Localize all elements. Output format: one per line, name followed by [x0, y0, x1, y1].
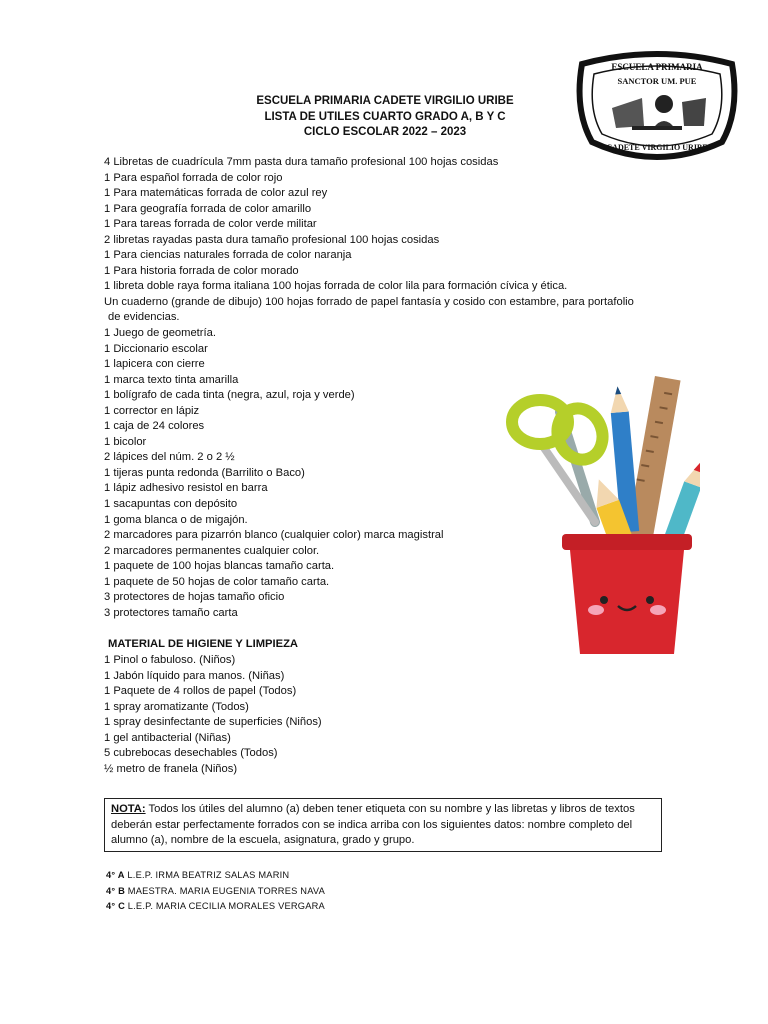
list-item: 1 Juego de geometría. — [104, 327, 216, 340]
note-text: Todos los útiles del alumno (a) deben tener etiqueta con su nombre y las libretas y libros de textos deberán estar perfectamente forrados con se indica arriba con los siguientes datos: nombre completo del alumno (a), nombre de la escuela, asignatura, grado y grupo. — [111, 803, 635, 847]
list-item: 2 marcadores para pizarrón blanco (cualquier color) marca magistral — [104, 529, 444, 542]
list-item: 1 spray desinfectante de superficies (Niños) — [104, 716, 322, 729]
list-item: ½ metro de franela (Niños) — [104, 762, 238, 775]
school-supplies-cup-illustration — [500, 372, 700, 657]
list-item: 1 gel antibacterial (Niñas) — [104, 731, 231, 744]
scissors-icon — [512, 400, 610, 522]
list-item: 2 libretas rayadas pasta dura tamaño profesional 100 hojas cosidas — [104, 233, 440, 246]
list-item: 1 Para tareas forrada de color verde militar — [104, 218, 317, 231]
list-item: 1 bicolor — [104, 435, 147, 448]
list-item: 2 marcadores permanentes cualquier color. — [104, 544, 320, 557]
logo-text-top: ESCUELA PRIMARIA — [611, 62, 703, 72]
list-item: 1 Pinol o fabuloso. (Niños) — [104, 653, 236, 666]
red-cup-icon — [562, 534, 692, 654]
list-item: 1 lapicera con cierre — [104, 358, 205, 371]
list-item: 1 caja de 24 colores — [104, 420, 205, 433]
list-item: 1 Para matemáticas forrada de color azul rey — [104, 187, 328, 200]
list-item: 1 bolígrafo de cada tinta (negra, azul, roja y verde) — [104, 389, 355, 402]
list-item: 1 lápiz adhesivo resistol en barra — [104, 482, 268, 495]
list-item: 1 paquete de 50 hojas de color tamaño carta. — [104, 575, 330, 588]
list-item: 1 Para geografía forrada de color amarillo — [104, 202, 312, 215]
note-box — [104, 798, 662, 852]
list-item: 1 tijeras punta redonda (Barrilito o Baco) — [104, 466, 305, 479]
list-item: 2 lápices del núm. 2 o 2 ½ — [104, 451, 235, 464]
teacher-row: 4° C L.E.P. MARIA CECILIA MORALES VERGARA — [106, 901, 325, 911]
list-item: 1 libreta doble raya forma italiana 100 hojas forrada de color lila para formación cívica y ética. — [104, 280, 568, 293]
document-header — [180, 94, 590, 141]
hygiene-section-title: MATERIAL DE HIGIENE Y LIMPIEZA — [108, 638, 299, 651]
school-cycle: CICLO ESCOLAR 2022 – 2023 — [303, 126, 467, 138]
list-item: 1 Diccionario escolar — [104, 342, 208, 355]
list-item: 1 marca texto tinta amarilla — [104, 373, 239, 386]
teacher-row: 4° A L.E.P. IRMA BEATRIZ SALAS MARIN — [106, 870, 290, 880]
note-label: NOTA: — [111, 803, 146, 815]
list-item: 1 Para historia forrada de color morado — [104, 264, 299, 277]
list-item: 1 Para ciencias naturales forrada de color naranja — [104, 249, 352, 262]
school-name: ESCUELA PRIMARIA CADETE VIRGILIO URIBE — [256, 95, 514, 107]
list-item: 1 paquete de 100 hojas blancas tamaño carta. — [104, 560, 335, 573]
list-item: 1 Para español forrada de color rojo — [104, 171, 283, 184]
list-title: LISTA DE UTILES CUARTO GRADO A, B Y C — [264, 110, 506, 123]
logo-text-mid: SANCTOR UM. PUE — [617, 76, 697, 86]
list-item: 1 spray aromatizante (Todos) — [104, 700, 249, 713]
list-item: 1 goma blanca o de migajón. — [104, 513, 248, 526]
logo-figure-head — [655, 95, 673, 113]
list-item: 1 corrector en lápiz — [104, 404, 200, 417]
list-item: 1 Jabón líquido para manos. (Niñas) — [104, 669, 285, 682]
teachers-list — [106, 868, 325, 915]
list-item: de evidencias. — [108, 311, 180, 324]
list-item: 1 sacapuntas con depósito — [104, 498, 238, 511]
list-item: 3 protectores tamaño carta — [104, 606, 238, 619]
logo-text-bottom: CADETE VIRGILIO URIBE — [606, 143, 708, 152]
list-item: 3 protectores de hojas tamaño oficio — [104, 591, 285, 604]
list-item: Un cuaderno (grande de dibujo) 100 hojas forrado de papel fantasía y cosido con estambre, para portafolio — [104, 295, 634, 308]
list-item: 4 Libretas de cuadrícula 7mm pasta dura tamaño profesional 100 hojas cosidas — [104, 156, 499, 168]
list-item: 5 cubrebocas desechables (Todos) — [104, 747, 278, 760]
teacher-row: 4° B MAESTRA. MARIA EUGENIA TORRES NAVA — [106, 885, 326, 896]
school-logo — [572, 50, 742, 162]
list-item: 1 Paquete de 4 rollos de papel (Todos) — [104, 685, 297, 698]
